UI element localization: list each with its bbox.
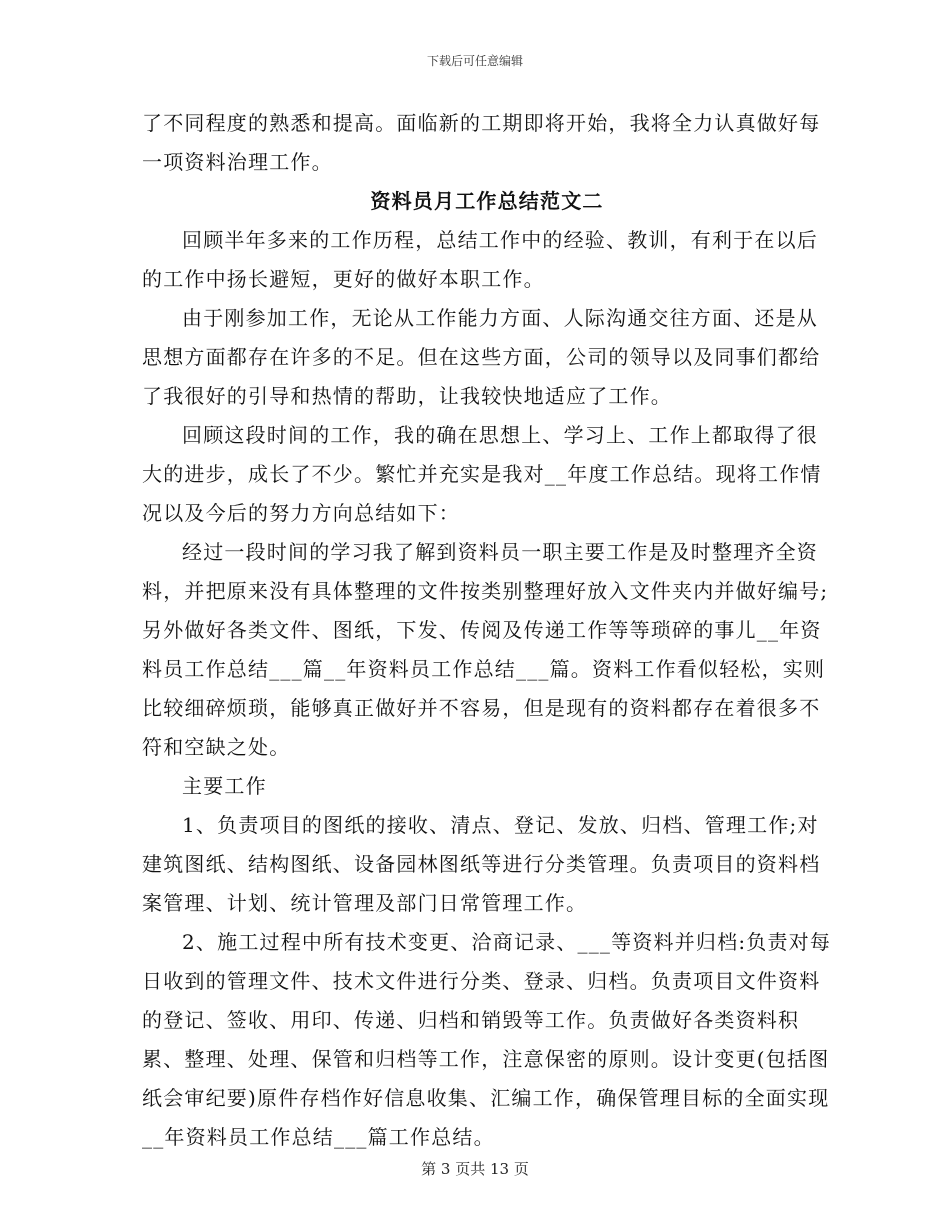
continuation-paragraph: 了不同程度的熟悉和提高。面临新的工期即将开始，我将全力认真做好每一项资料治理工作。 xyxy=(142,111,821,174)
list-item-2: 2、施工过程中所有技术变更、洽商记录、___等资料并归档:负责对每日收到的管理文件、技术文件进行分类、登录、归档。负责项目文件资料的登记、签收、用印、传递、归档和销毁等工作。负责做好各类资料积累、整理、处理、保管和归档等工作，注意保密的原则。设计变更(包括图纸会审纪要)原件存档作好信息收集、汇编工作，确保管理目标的全面实现__年资料员工作总结___篇工作总结。 xyxy=(142,930,832,1149)
paragraph-review: 回顾半年多来的工作历程，总结工作中的经验、教训，有利于在以后的工作中扬长避短，更好的做好本职工作。 xyxy=(142,228,818,291)
subheading-main-work: 主要工作 xyxy=(182,774,267,798)
page-number: 第 3 页共 13 页 xyxy=(421,1160,529,1178)
paragraph-learning: 经过一段时间的学习我了解到资料员一职主要工作是及时整理齐全资料，并把原来没有具体整理的文件按类别整理好放入文件夹内并做好编号;另外做好各类文件、图纸，下发、传阅及传递工作等等琐碎的事儿__年资料员工作总结___篇__年资料员工作总结___篇。资料工作看似轻松，实则比较细碎烦琐，能够真正做好并不容易，但是现有的资料都存在着很多不符和空缺之处。 xyxy=(142,540,829,759)
section-title: 资料员月工作总结范文二 xyxy=(370,189,604,213)
paragraph-progress: 回顾这段时间的工作，我的确在思想上、学习上、工作上都取得了很大的进步，成长了不少。繁忙并充实是我对__年度工作总结。现将工作情况以及今后的努力方向总结如下： xyxy=(142,423,822,525)
header-note: 下载后可任意编辑 xyxy=(426,54,523,68)
paragraph-new-to-work: 由于刚参加工作，无论从工作能力方面、人际沟通交往方面、还是从思想方面都存在许多的不足。但在这些方面，公司的领导以及同事们都给了我很好的引导和热情的帮助，让我较快地适应了工作。 xyxy=(142,306,821,408)
list-item-1: 1、负责项目的图纸的接收、清点、登记、发放、归档、管理工作;对建筑图纸、结构图纸、设备园林图纸等进行分类管理。负责项目的资料档案管理、计划、统计管理及部门日常管理工作。 xyxy=(142,813,821,915)
document-body xyxy=(142,104,832,1157)
